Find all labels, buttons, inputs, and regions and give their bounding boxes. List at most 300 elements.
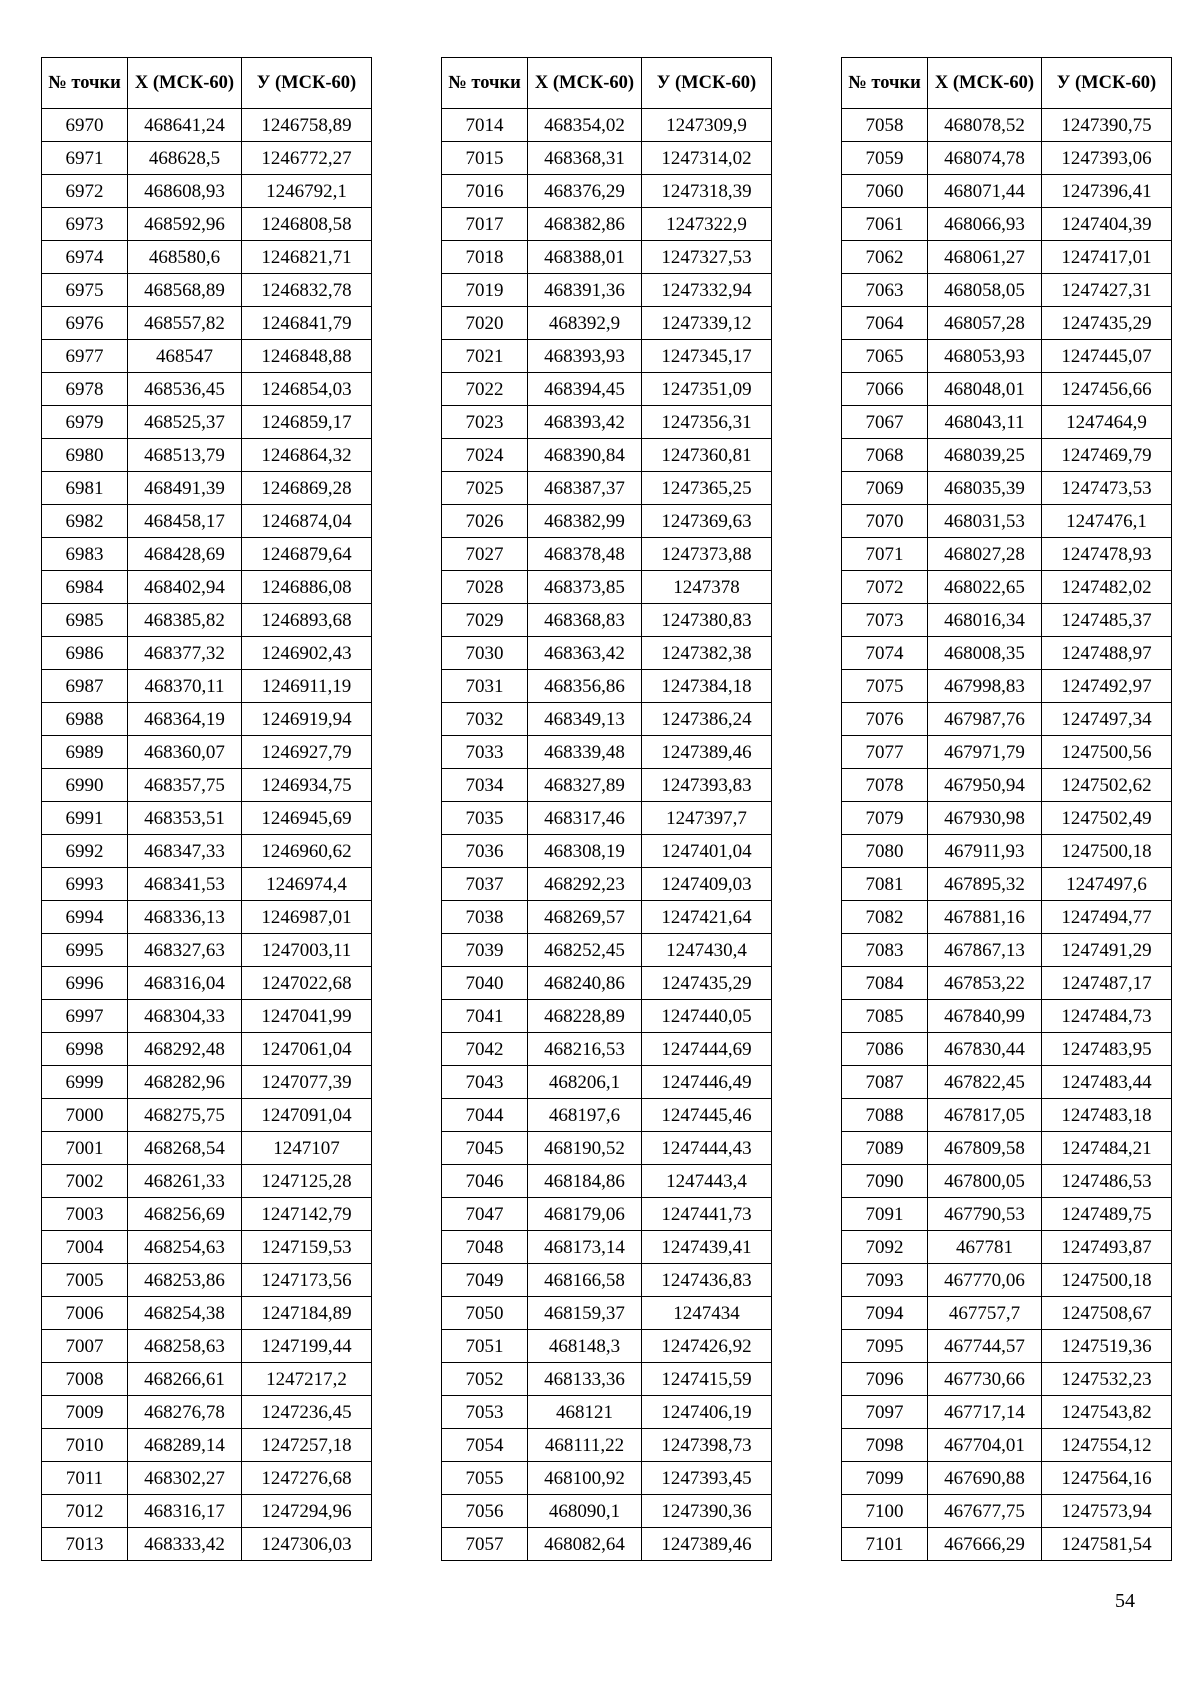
cell-point-number: 7092 [842,1231,928,1264]
cell-x-coordinate: 468393,42 [528,406,642,439]
cell-point-number: 7006 [42,1297,128,1330]
table-row [42,439,372,472]
table-row [442,571,772,604]
cell-x-coordinate: 468391,36 [528,274,642,307]
cell-y-coordinate: 1247389,46 [642,736,772,769]
table-row [842,439,1172,472]
cell-x-coordinate: 468292,23 [528,868,642,901]
cell-point-number: 6997 [42,1000,128,1033]
cell-x-coordinate: 468275,75 [128,1099,242,1132]
cell-point-number: 6970 [42,109,128,142]
cell-y-coordinate: 1247554,12 [1042,1429,1172,1462]
table-row [42,1099,372,1132]
cell-x-coordinate: 468327,89 [528,769,642,802]
cell-x-coordinate: 468061,27 [928,241,1042,274]
cell-x-coordinate: 468302,27 [128,1462,242,1495]
table-row [42,307,372,340]
cell-x-coordinate: 468159,37 [528,1297,642,1330]
cell-y-coordinate: 1247380,83 [642,604,772,637]
cell-x-coordinate: 467730,66 [928,1363,1042,1396]
cell-x-coordinate: 468491,39 [128,472,242,505]
table-row [842,1165,1172,1198]
cell-x-coordinate: 468058,05 [928,274,1042,307]
cell-x-coordinate: 467770,06 [928,1264,1042,1297]
cell-y-coordinate: 1247464,9 [1042,406,1172,439]
cell-point-number: 7015 [442,142,528,175]
cell-y-coordinate: 1247107 [242,1132,372,1165]
cell-x-coordinate: 468016,34 [928,604,1042,637]
table-row [442,1066,772,1099]
cell-y-coordinate: 1247482,02 [1042,571,1172,604]
cell-x-coordinate: 468057,28 [928,307,1042,340]
cell-point-number: 7013 [42,1528,128,1561]
table-row [842,142,1172,175]
table-row [442,1264,772,1297]
cell-y-coordinate: 1246848,88 [242,340,372,373]
cell-x-coordinate: 468317,46 [528,802,642,835]
cell-x-coordinate: 468568,89 [128,274,242,307]
table-row [442,1000,772,1033]
cell-x-coordinate: 467998,83 [928,670,1042,703]
cell-point-number: 7002 [42,1165,128,1198]
cell-y-coordinate: 1246758,89 [242,109,372,142]
cell-y-coordinate: 1247491,29 [1042,934,1172,967]
cell-x-coordinate: 467717,14 [928,1396,1042,1429]
cell-point-number: 7023 [442,406,528,439]
cell-y-coordinate: 1247159,53 [242,1231,372,1264]
table-row [442,307,772,340]
cell-point-number: 6985 [42,604,128,637]
cell-y-coordinate: 1247339,12 [642,307,772,340]
cell-x-coordinate: 468276,78 [128,1396,242,1429]
cell-x-coordinate: 468035,39 [928,472,1042,505]
cell-y-coordinate: 1247236,45 [242,1396,372,1429]
table-row [42,604,372,637]
coordinates-table-3 [841,57,1172,1561]
cell-point-number: 7048 [442,1231,528,1264]
cell-point-number: 6977 [42,340,128,373]
cell-y-coordinate: 1247142,79 [242,1198,372,1231]
table-row [442,901,772,934]
table-row [842,1429,1172,1462]
table-row [42,934,372,967]
table-header-row [842,58,1172,109]
cell-x-coordinate: 468228,89 [528,1000,642,1033]
table-row [442,934,772,967]
cell-y-coordinate: 1246974,4 [242,868,372,901]
cell-x-coordinate: 468190,52 [528,1132,642,1165]
cell-x-coordinate: 468066,93 [928,208,1042,241]
cell-y-coordinate: 1247486,53 [1042,1165,1172,1198]
cell-x-coordinate: 468525,37 [128,406,242,439]
cell-x-coordinate: 468043,11 [928,406,1042,439]
cell-x-coordinate: 467950,94 [928,769,1042,802]
cell-x-coordinate: 467840,99 [928,1000,1042,1033]
table-row [442,1462,772,1495]
cell-point-number: 7009 [42,1396,128,1429]
table-row [442,1165,772,1198]
cell-point-number: 7101 [842,1528,928,1561]
cell-x-coordinate: 468392,9 [528,307,642,340]
cell-y-coordinate: 1247456,66 [1042,373,1172,406]
table-row [842,1099,1172,1132]
table-row [42,670,372,703]
header-x-coordinate: X (МСК-60) [528,58,642,109]
cell-y-coordinate: 1247441,73 [642,1198,772,1231]
table-row [442,604,772,637]
cell-x-coordinate: 467817,05 [928,1099,1042,1132]
cell-point-number: 6995 [42,934,128,967]
cell-point-number: 7039 [442,934,528,967]
cell-y-coordinate: 1247369,63 [642,505,772,538]
cell-x-coordinate: 467853,22 [928,967,1042,1000]
cell-point-number: 7052 [442,1363,528,1396]
cell-y-coordinate: 1247502,62 [1042,769,1172,802]
table-row [42,208,372,241]
cell-y-coordinate: 1247397,7 [642,802,772,835]
cell-y-coordinate: 1247469,79 [1042,439,1172,472]
cell-point-number: 6989 [42,736,128,769]
cell-x-coordinate: 468268,54 [128,1132,242,1165]
cell-x-coordinate: 468356,86 [528,670,642,703]
cell-x-coordinate: 468048,01 [928,373,1042,406]
cell-y-coordinate: 1246879,64 [242,538,372,571]
cell-x-coordinate: 468353,51 [128,802,242,835]
cell-point-number: 7086 [842,1033,928,1066]
cell-point-number: 7030 [442,637,528,670]
cell-y-coordinate: 1247041,99 [242,1000,372,1033]
table-row [442,736,772,769]
cell-x-coordinate: 468377,32 [128,637,242,670]
cell-point-number: 7044 [442,1099,528,1132]
header-x-coordinate: X (МСК-60) [128,58,242,109]
table-row [842,802,1172,835]
table-row [42,1132,372,1165]
table-row [42,1231,372,1264]
cell-point-number: 7082 [842,901,928,934]
table-row [842,934,1172,967]
cell-x-coordinate: 468289,14 [128,1429,242,1462]
cell-point-number: 6975 [42,274,128,307]
table-row [842,670,1172,703]
cell-x-coordinate: 468078,52 [928,109,1042,142]
cell-x-coordinate: 468316,04 [128,967,242,1000]
table-row [42,340,372,373]
cell-x-coordinate: 468385,82 [128,604,242,637]
cell-y-coordinate: 1247483,95 [1042,1033,1172,1066]
cell-x-coordinate: 468071,44 [928,175,1042,208]
cell-y-coordinate: 1246859,17 [242,406,372,439]
cell-x-coordinate: 468357,75 [128,769,242,802]
header-point-number: № точки [442,58,528,109]
cell-x-coordinate: 468039,25 [928,439,1042,472]
cell-y-coordinate: 1246821,71 [242,241,372,274]
cell-point-number: 7072 [842,571,928,604]
cell-x-coordinate: 467987,76 [928,703,1042,736]
cell-x-coordinate: 468292,48 [128,1033,242,1066]
cell-y-coordinate: 1247485,37 [1042,604,1172,637]
cell-x-coordinate: 467757,7 [928,1297,1042,1330]
cell-y-coordinate: 1247492,97 [1042,670,1172,703]
cell-y-coordinate: 1247483,18 [1042,1099,1172,1132]
cell-y-coordinate: 1246854,03 [242,373,372,406]
cell-y-coordinate: 1247217,2 [242,1363,372,1396]
table-row [42,1297,372,1330]
cell-x-coordinate: 468513,79 [128,439,242,472]
table-row [842,967,1172,1000]
cell-point-number: 7091 [842,1198,928,1231]
cell-y-coordinate: 1246886,08 [242,571,372,604]
cell-point-number: 7068 [842,439,928,472]
cell-point-number: 7007 [42,1330,128,1363]
cell-x-coordinate: 468333,42 [128,1528,242,1561]
cell-x-coordinate: 468254,38 [128,1297,242,1330]
page-number: 54 [1115,1590,1135,1612]
table-row [842,1264,1172,1297]
cell-point-number: 7080 [842,835,928,868]
cell-point-number: 7028 [442,571,528,604]
table-row [842,307,1172,340]
cell-x-coordinate: 468373,85 [528,571,642,604]
table-row [42,703,372,736]
cell-point-number: 6984 [42,571,128,604]
cell-y-coordinate: 1247173,56 [242,1264,372,1297]
cell-point-number: 7095 [842,1330,928,1363]
cell-y-coordinate: 1247502,49 [1042,802,1172,835]
cell-point-number: 7084 [842,967,928,1000]
cell-x-coordinate: 467930,98 [928,802,1042,835]
cell-point-number: 7070 [842,505,928,538]
cell-x-coordinate: 468370,11 [128,670,242,703]
cell-x-coordinate: 468308,19 [528,835,642,868]
table-row [442,1099,772,1132]
table-row [842,835,1172,868]
table-row [442,1297,772,1330]
table-row [42,769,372,802]
cell-point-number: 7100 [842,1495,928,1528]
cell-y-coordinate: 1247404,39 [1042,208,1172,241]
cell-point-number: 6983 [42,538,128,571]
cell-x-coordinate: 468368,83 [528,604,642,637]
cell-point-number: 7078 [842,769,928,802]
cell-x-coordinate: 468360,07 [128,736,242,769]
table-row [842,769,1172,802]
cell-y-coordinate: 1247421,64 [642,901,772,934]
cell-point-number: 6976 [42,307,128,340]
cell-point-number: 7088 [842,1099,928,1132]
cell-y-coordinate: 1247427,31 [1042,274,1172,307]
cell-y-coordinate: 1247435,29 [642,967,772,1000]
cell-point-number: 7094 [842,1297,928,1330]
cell-y-coordinate: 1247351,09 [642,373,772,406]
cell-x-coordinate: 468382,86 [528,208,642,241]
table-row [442,703,772,736]
cell-point-number: 6979 [42,406,128,439]
table-row [842,703,1172,736]
table-row [842,505,1172,538]
cell-point-number: 6987 [42,670,128,703]
table-row [42,142,372,175]
table-row [442,1396,772,1429]
cell-y-coordinate: 1246869,28 [242,472,372,505]
cell-y-coordinate: 1247373,88 [642,538,772,571]
table-row [842,175,1172,208]
cell-x-coordinate: 468378,48 [528,538,642,571]
cell-x-coordinate: 467809,58 [928,1132,1042,1165]
cell-x-coordinate: 468266,61 [128,1363,242,1396]
table-row [42,1033,372,1066]
cell-point-number: 6999 [42,1066,128,1099]
cell-point-number: 7057 [442,1528,528,1561]
cell-y-coordinate: 1247365,25 [642,472,772,505]
cell-point-number: 7024 [442,439,528,472]
cell-y-coordinate: 1246927,79 [242,736,372,769]
cell-point-number: 7090 [842,1165,928,1198]
table-row [442,241,772,274]
cell-y-coordinate: 1247393,06 [1042,142,1172,175]
table-row [42,901,372,934]
cell-x-coordinate: 468393,93 [528,340,642,373]
cell-y-coordinate: 1246945,69 [242,802,372,835]
table-row [42,637,372,670]
table-row [442,208,772,241]
cell-y-coordinate: 1247564,16 [1042,1462,1172,1495]
table-row [42,1495,372,1528]
cell-y-coordinate: 1247389,46 [642,1528,772,1561]
table-row [42,241,372,274]
cell-x-coordinate: 468547 [128,340,242,373]
table-row [42,1066,372,1099]
table-row [42,1198,372,1231]
cell-x-coordinate: 468536,45 [128,373,242,406]
table-row [442,109,772,142]
cell-y-coordinate: 1247543,82 [1042,1396,1172,1429]
cell-y-coordinate: 1247434 [642,1297,772,1330]
table-row [42,835,372,868]
table-row [842,406,1172,439]
table-header-row [42,58,372,109]
cell-y-coordinate: 1247091,04 [242,1099,372,1132]
cell-point-number: 7053 [442,1396,528,1429]
cell-y-coordinate: 1247360,81 [642,439,772,472]
cell-y-coordinate: 1247493,87 [1042,1231,1172,1264]
table-row [442,967,772,1000]
table-row [42,967,372,1000]
cell-point-number: 7025 [442,472,528,505]
table-row [442,1363,772,1396]
cell-x-coordinate: 468388,01 [528,241,642,274]
cell-point-number: 7061 [842,208,928,241]
cell-y-coordinate: 1247488,97 [1042,637,1172,670]
table-row [842,571,1172,604]
table-row [42,274,372,307]
cell-x-coordinate: 468008,35 [928,637,1042,670]
cell-point-number: 7049 [442,1264,528,1297]
cell-point-number: 7067 [842,406,928,439]
cell-y-coordinate: 1247401,04 [642,835,772,868]
table-row [842,1198,1172,1231]
cell-y-coordinate: 1247445,46 [642,1099,772,1132]
cell-x-coordinate: 468121 [528,1396,642,1429]
table-row [442,1231,772,1264]
table-row [42,1462,372,1495]
cell-point-number: 7063 [842,274,928,307]
cell-y-coordinate: 1247322,9 [642,208,772,241]
cell-y-coordinate: 1247061,04 [242,1033,372,1066]
cell-x-coordinate: 468216,53 [528,1033,642,1066]
cell-y-coordinate: 1247184,89 [242,1297,372,1330]
cell-point-number: 7011 [42,1462,128,1495]
cell-x-coordinate: 468282,96 [128,1066,242,1099]
cell-y-coordinate: 1246960,62 [242,835,372,868]
cell-y-coordinate: 1246987,01 [242,901,372,934]
table-row [842,1132,1172,1165]
cell-y-coordinate: 1247199,44 [242,1330,372,1363]
table-row [442,1132,772,1165]
table-row [42,538,372,571]
cell-x-coordinate: 468111,22 [528,1429,642,1462]
cell-x-coordinate: 468387,37 [528,472,642,505]
table-row [442,439,772,472]
cell-y-coordinate: 1246832,78 [242,274,372,307]
table-row [42,1528,372,1561]
table-row [442,142,772,175]
cell-x-coordinate: 468458,17 [128,505,242,538]
table-row [842,538,1172,571]
cell-point-number: 6993 [42,868,128,901]
cell-x-coordinate: 468580,6 [128,241,242,274]
table-row [42,1330,372,1363]
cell-y-coordinate: 1246874,04 [242,505,372,538]
cell-y-coordinate: 1246864,32 [242,439,372,472]
table-row [442,340,772,373]
table-row [842,208,1172,241]
cell-point-number: 6992 [42,835,128,868]
cell-point-number: 7074 [842,637,928,670]
cell-y-coordinate: 1247435,29 [1042,307,1172,340]
cell-point-number: 6981 [42,472,128,505]
cell-y-coordinate: 1247417,01 [1042,241,1172,274]
cell-x-coordinate: 468641,24 [128,109,242,142]
cell-x-coordinate: 467781 [928,1231,1042,1264]
cell-x-coordinate: 467911,93 [928,835,1042,868]
cell-x-coordinate: 468608,93 [128,175,242,208]
cell-y-coordinate: 1247345,17 [642,340,772,373]
cell-y-coordinate: 1247500,56 [1042,736,1172,769]
cell-x-coordinate: 468376,29 [528,175,642,208]
cell-x-coordinate: 467690,88 [928,1462,1042,1495]
table-header-row [442,58,772,109]
cell-y-coordinate: 1247500,18 [1042,1264,1172,1297]
cell-x-coordinate: 468027,28 [928,538,1042,571]
cell-point-number: 6998 [42,1033,128,1066]
table-row [842,1066,1172,1099]
cell-point-number: 7000 [42,1099,128,1132]
cell-y-coordinate: 1247276,68 [242,1462,372,1495]
cell-y-coordinate: 1247406,19 [642,1396,772,1429]
cell-x-coordinate: 468382,99 [528,505,642,538]
cell-x-coordinate: 468252,45 [528,934,642,967]
cell-point-number: 7016 [442,175,528,208]
cell-point-number: 6974 [42,241,128,274]
cell-x-coordinate: 468173,14 [528,1231,642,1264]
cell-y-coordinate: 1246792,1 [242,175,372,208]
header-point-number: № точки [42,58,128,109]
cell-point-number: 7073 [842,604,928,637]
table-row [442,670,772,703]
cell-x-coordinate: 468428,69 [128,538,242,571]
cell-y-coordinate: 1247519,36 [1042,1330,1172,1363]
